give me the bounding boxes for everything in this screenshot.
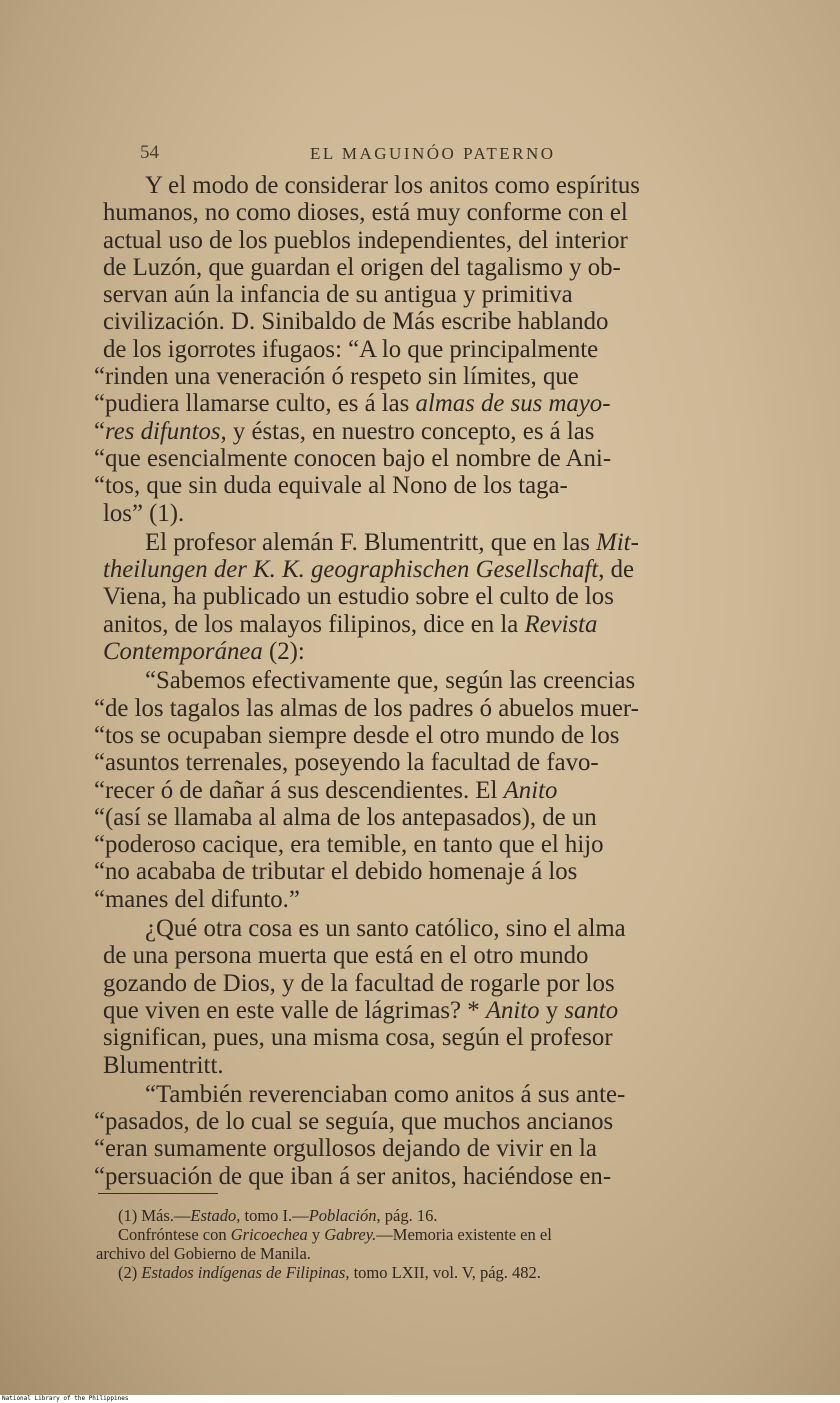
text-line: significan, pues, una misma cosa, según el profesor — [103, 1024, 613, 1052]
text-line: “eran sumamente orgullosos dejando de vivir en la — [94, 1135, 597, 1163]
italic-text: theilungen der K. K. geographischen Gesellschaft — [103, 556, 599, 584]
text-line: “poderoso cacique, era temible, en tanto que el hijo — [94, 831, 604, 859]
text-run: Más.— — [141, 1206, 191, 1225]
text-line — [94, 418, 758, 445]
text-line: ¿Qué otra cosa es un santo católico, sino el alma — [145, 915, 626, 943]
text-line — [103, 997, 758, 1024]
italic-text: Mit- — [596, 528, 639, 556]
footnote-number: (1) — [118, 1206, 138, 1225]
page-header — [0, 142, 840, 166]
text-run: que viven en este valle de lágrimas? * — [103, 996, 486, 1024]
text-run: (2): — [262, 638, 305, 666]
text-line — [94, 390, 758, 417]
italic-text: res difuntos — [105, 417, 221, 445]
footnotes — [96, 1206, 746, 1282]
text-line: “persuación de que iban á ser anitos, haciéndose en- — [94, 1162, 612, 1190]
text-run: anitos, de los malayos filipinos, dice en la — [103, 610, 525, 638]
text-run: El profesor alemán F. Blumentritt, que en las — [145, 528, 597, 556]
paragraph-4 — [103, 915, 758, 1079]
text-line: servan aún la infancia de su antigua y primitiva — [103, 281, 573, 309]
italic-text: Contemporánea — [103, 638, 263, 666]
body-text — [94, 172, 758, 1192]
text-line: de una persona muerta que está en el otro mundo — [103, 942, 589, 970]
text-line: “tos se ocupaban siempre desde el otro mundo de los — [94, 721, 620, 749]
italic-text: Anito — [503, 776, 558, 804]
italic-text: Gabrey. — [324, 1225, 377, 1244]
text-run: —Memoria existente en el — [376, 1225, 552, 1244]
footnote-2 — [96, 1263, 746, 1282]
library-watermark: National Library of the Philippines — [0, 1395, 840, 1403]
text-run: , de — [598, 556, 634, 584]
footnote-1-continued — [96, 1225, 746, 1244]
text-run: , y éstas, en nuestro concepto, es á las — [220, 417, 595, 445]
text-run: “pudiera llamarse culto, es á las — [94, 390, 416, 418]
text-line: los” (1). — [103, 499, 185, 527]
footnote-divider — [98, 1193, 218, 1194]
text-line: Viena, ha publicado un estudio sobre el culto de los — [103, 583, 614, 611]
text-run: “ — [94, 417, 106, 445]
text-line: “no acababa de tributar el debido homenaje á los — [94, 858, 578, 886]
text-line: “pasados, de lo cual se seguía, que muchos ancianos — [94, 1108, 614, 1136]
text-line: Blumentritt. — [103, 1051, 224, 1079]
paragraph-1 — [94, 172, 758, 527]
text-line: gozando de Dios, y de la facultad de rogarle por los — [103, 969, 615, 997]
page-number: 54 — [140, 142, 159, 163]
text-line: de los igorrotes ifugaos: “A lo que principalmente — [103, 335, 599, 363]
footnote-number: (2) — [118, 1263, 138, 1282]
paragraph-2 — [103, 529, 758, 665]
text-run: pág. 16. — [380, 1206, 438, 1225]
text-line — [103, 638, 758, 665]
text-line: “manes del difunto.” — [94, 885, 300, 913]
italic-text: almas de sus mayo- — [415, 390, 611, 418]
text-line: “de los tagalos las almas de los padres ó abuelos muer- — [94, 694, 639, 722]
text-line: “(así se llamaba al alma de los antepasados), de un — [94, 803, 597, 831]
text-run: y — [539, 996, 565, 1024]
italic-text: Estados indígenas de Filipinas, — [141, 1263, 350, 1282]
footnote-1 — [96, 1206, 746, 1225]
italic-text: santo — [564, 996, 619, 1024]
text-line: “asuntos terrenales, poseyendo la facultad de favo- — [94, 749, 599, 777]
italic-text: Anito — [485, 996, 540, 1024]
text-line: “que esencialmente conocen bajo el nombre de Ani- — [94, 444, 612, 472]
footnote-1-end: archivo del Gobierno de Manila. — [96, 1244, 311, 1263]
text-line — [103, 529, 758, 556]
italic-text: Población, — [308, 1206, 381, 1225]
text-line: “También reverenciaban como anitos á sus ante- — [145, 1080, 626, 1108]
paragraph-5 — [94, 1080, 758, 1190]
text-line — [103, 611, 758, 638]
running-title: EL MAGUINÓO PATERNO — [310, 144, 556, 163]
text-line — [94, 777, 758, 804]
text-run: Confróntese con — [118, 1225, 231, 1244]
italic-text: Revista — [524, 610, 598, 638]
text-run: “recer ó de dañar á sus descendientes. El — [94, 776, 504, 804]
text-line: humanos, no como dioses, está muy conforme con el — [103, 199, 628, 227]
text-line: de Luzón, que guardan el origen del tagalismo y ob- — [103, 253, 621, 281]
text-run: tomo LXII, vol. V, pág. 482. — [349, 1263, 541, 1282]
text-line: civilización. D. Sinibaldo de Más escribe hablando — [103, 308, 609, 336]
text-run: tomo I.— — [240, 1206, 309, 1225]
italic-text: Estado, — [190, 1206, 241, 1225]
text-line: actual uso de los pueblos independientes, del interior — [103, 226, 628, 254]
italic-text: Gricoechea — [230, 1225, 308, 1244]
text-line — [103, 556, 758, 583]
text-line: “tos, que sin duda equivale al Nono de los taga- — [94, 472, 568, 500]
text-line: “Sabemos efectivamente que, según las creencias — [145, 667, 636, 695]
text-run: y — [307, 1225, 325, 1244]
text-line: “rinden una veneración ó respeto sin límites, que — [94, 363, 579, 391]
text-line: Y el modo de considerar los anitos como espíritus — [145, 172, 640, 199]
paragraph-3 — [94, 667, 758, 913]
